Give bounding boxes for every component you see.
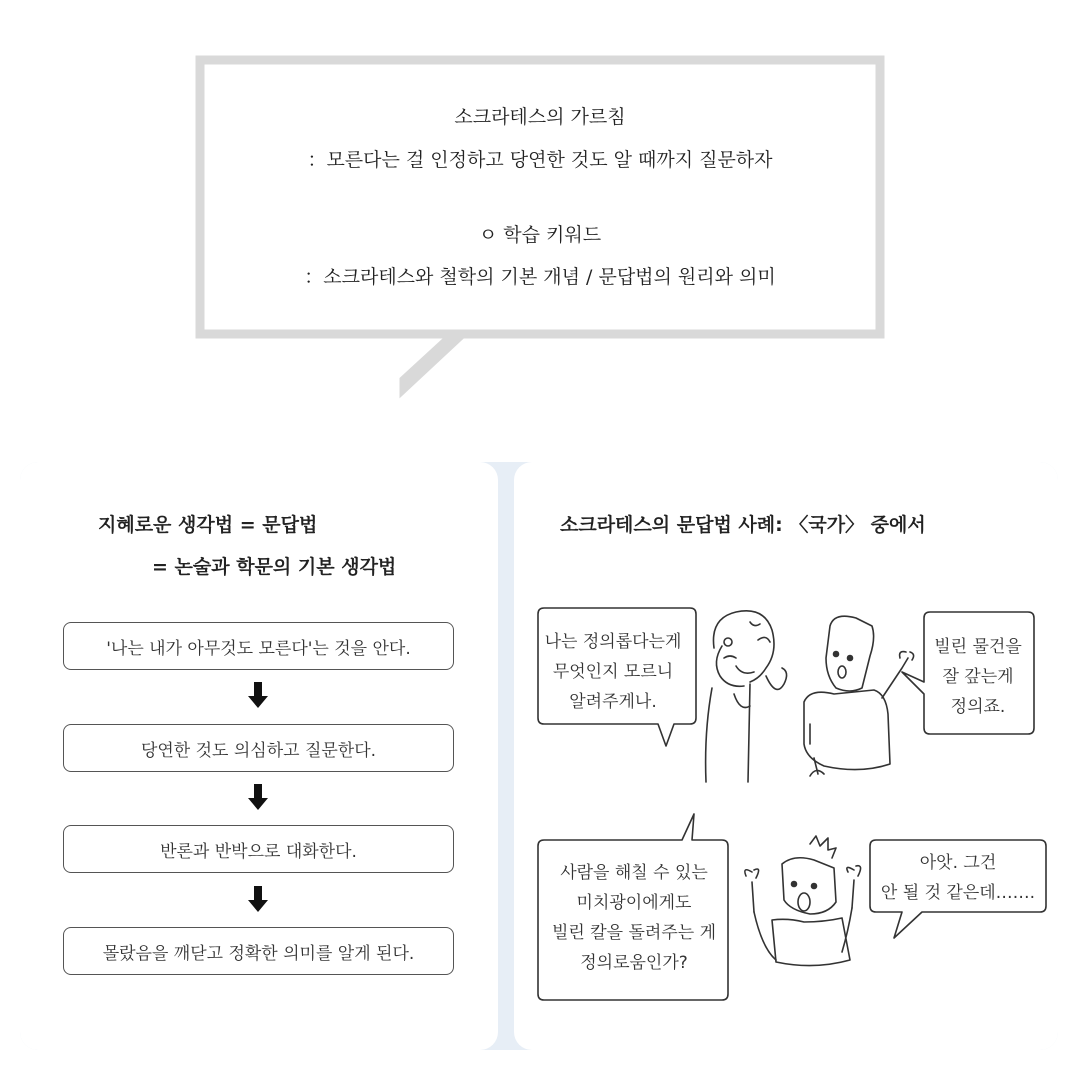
socrates-figure — [706, 611, 787, 782]
flow-step: '나는 내가 아무것도 모른다'는 것을 안다. — [63, 622, 454, 670]
flow-step: 몰랐음을 깨닫고 정확한 의미를 알게 된다. — [63, 927, 454, 975]
bubble-2-text: 빌린 물건을 잘 갚는게 정의죠. — [934, 637, 1022, 717]
keyword-line: ：소크라테스와 철학의 기본 개념 / 문답법의 원리와 의미 — [304, 266, 776, 288]
down-arrow-icon — [248, 784, 268, 810]
speech-callout — [0, 0, 1075, 400]
bubble-3-text: 사람을 해칠 수 있는 미치광이에게도 빌린 칼을 돌려주는 게 정의로움인가? — [551, 863, 716, 973]
right-heading: 소크라테스의 문답법 사례: 〈국가〉 중에서 — [560, 514, 926, 536]
left-heading-2: = 논술과 학문의 기본 생각법 — [152, 556, 397, 578]
down-arrow-icon — [248, 886, 268, 912]
bubble-4-text: 아앗. 그건 안 될 것 같은데……. — [880, 853, 1036, 903]
down-arrow-icon — [248, 682, 268, 708]
shocked-student-figure — [745, 836, 861, 966]
student-figure — [804, 616, 914, 776]
flow-step: 당연한 것도 의심하고 질문한다. — [63, 724, 454, 772]
left-heading-1: 지혜로운 생각법 = 문답법 — [98, 514, 318, 536]
flow-step: 반론과 반박으로 대화한다. — [63, 825, 454, 873]
bubble-1-text: 나는 정의롭다는게 무엇인지 모르니 알려주게나. — [544, 632, 682, 712]
keyword-title: ㅇ 학습 키워드 — [478, 224, 602, 246]
callout-line: ：모른다는 걸 인정하고 당연한 것도 알 때까지 질문하자 — [307, 149, 773, 171]
callout-title: 소크라테스의 가르침 — [454, 106, 626, 128]
